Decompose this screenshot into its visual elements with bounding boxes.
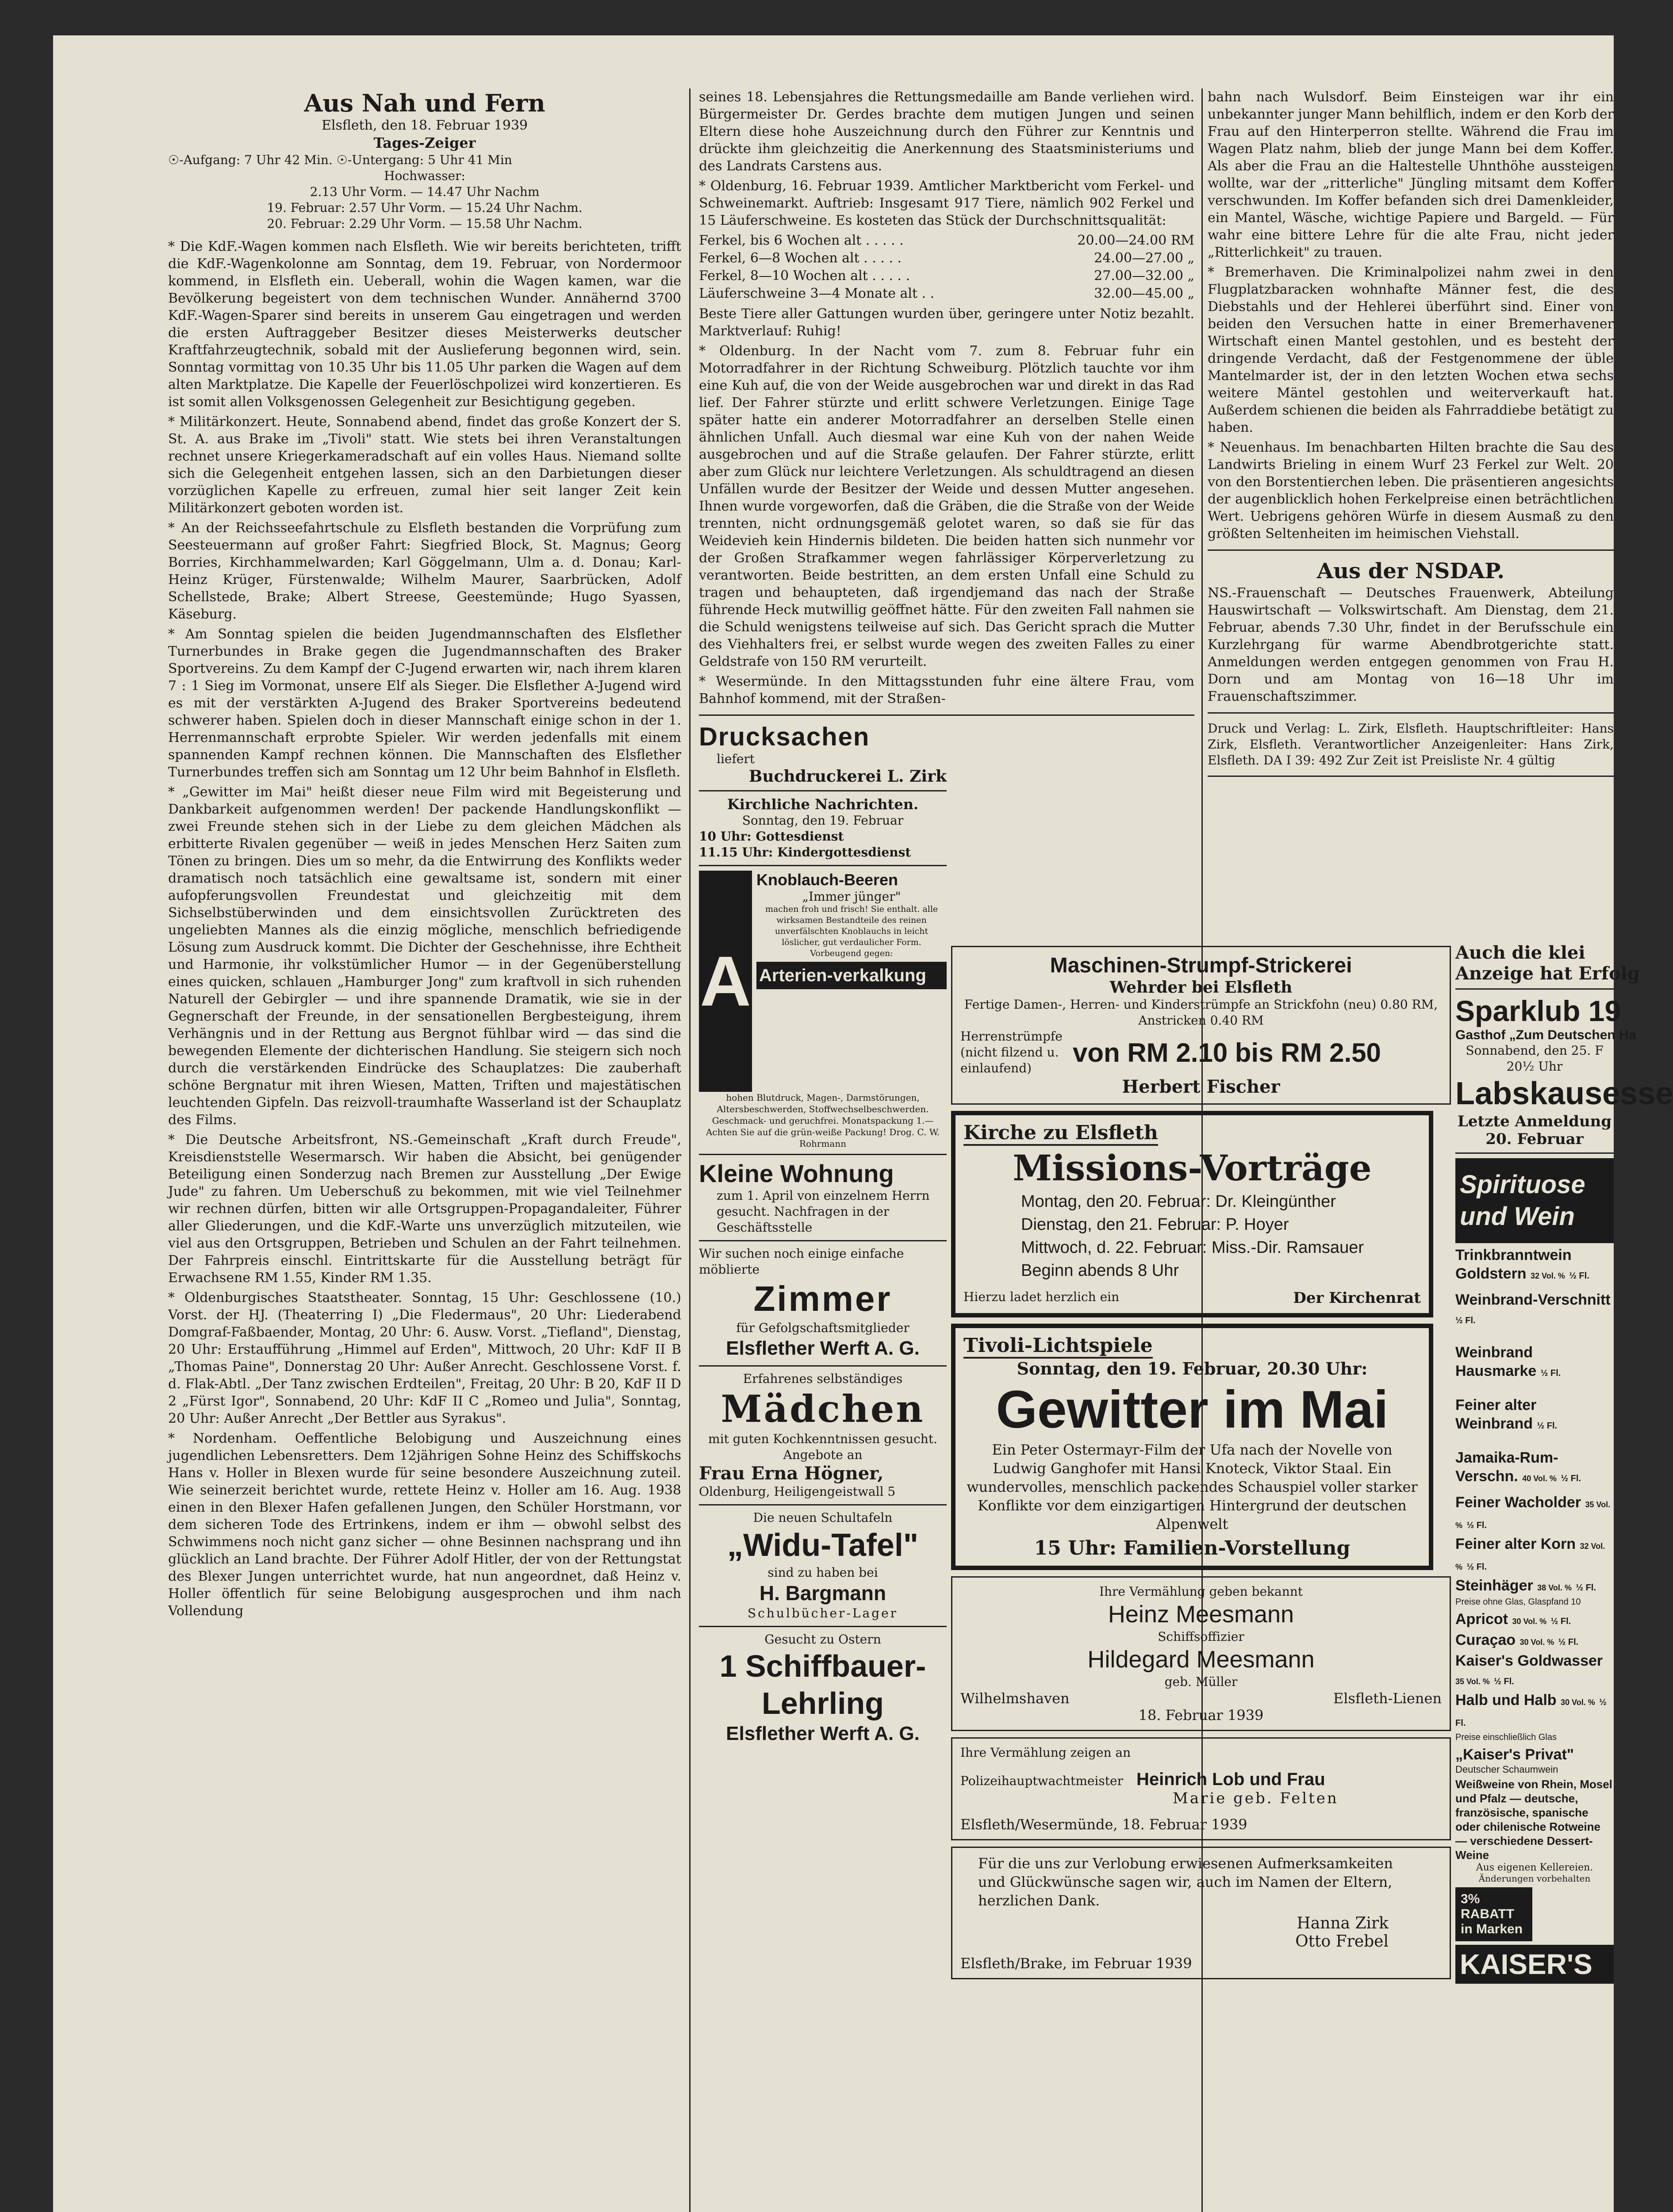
article-oldenburg-markt: * Oldenburg, 16. Februar 1939. Amtlicher Marktbericht vom Ferkel- und Schweinemarkt. Auftrieb: Insgesamt 917 Tiere, nämlich 902 Ferkel und 15 Läuferschweine. Es kosteten das Stück der Durchschnittsqualität: [699, 178, 1194, 228]
ad-widu-post: sind zu haben bei [767, 1565, 878, 1580]
tivoli-big: Gewitter im Mai [996, 1380, 1389, 1439]
ad-maedchen-pre: Erfahrenes selbständiges [743, 1371, 903, 1386]
knoblauch-big: Arterien-verkalkung [756, 962, 947, 989]
article-staatstheater: * Oldenburgisches Staatstheater. Sonntag, 15 Uhr: Geschlossene (10.) Vorst. der HJ. (Theaterring I) „Die Fledermaus", 20 Uhr: Liederabend Domgraf-Faßbaender, Montag, 20 Uhr: 6. Ausw. Vorst. „Tiefland", Dienstag, 20 Uhr: Erstaufführung „Himmel auf Erden", Mittwoch, 20 Uhr: KdF II B „Thomas Paine", Donnerstag 20 Uhr: Außer Anrecht. Geschlossene Vorst. f. d. Flak-Abtl. „Der Tanz zwischen Erdteilen", Freitag, 20 Uhr: B 20, KdF II D 2 „Fürst Igor", Sonnabend, 20 Uhr: KdF II C „Romeo und Julia", Sonntag, 20 Uhr: Außer Anrecht „Der Bettler aus Syrakus". [168, 1290, 681, 1426]
divider [1208, 549, 1614, 551]
verm-name1: Heinz Meesmann [1108, 1601, 1294, 1628]
thanks-text: Für die uns zur Verlobung erwiesenen Aufmerksamkeiten und Glückwünsche sagen wir, auch im Namen der Eltern, herzlichen Dank. [978, 1855, 1393, 1909]
ad-schiff-big: 1 Schiffbauer-Lehrling [719, 1649, 926, 1720]
ad-wohnung-title: Kleine Wohnung [699, 1160, 894, 1187]
ad-zimmer-big: Zimmer [753, 1279, 892, 1318]
ad-wohnung-text: zum 1. April von einzelnem Herrn gesucht. Nachfragen in der Geschäftsstelle [717, 1188, 930, 1235]
verm-geb: geb. Müller [1164, 1674, 1238, 1689]
sparklub-title: Sparklub 19 [1455, 995, 1621, 1027]
ad-maedchen-big: Mädchen [721, 1387, 925, 1431]
article-kdf-wagen: * Die KdF.-Wagen kommen nach Elsfleth. Wie wir bereits berichteten, trifft die KdF.-Wagenkolonne am Sonntag, dem 19. Februar, von Nordermoor kommend, in Elsfleth ein. Ueberall, wohin die Wagen kamen, war die Bevölkerung begeistert von dem technischen Wunder. Annähernd 3700 KdF.-Wagen-Sparer sind bereits in unserem Gau eingetragen und werden die ersten Auftraggeber Besitzer dieses Meisterwerks deutscher Kraftfahrzeugtechnik, sobald mit der Auslieferung begonnen wird, sein. Sonntag vormittag von 10.35 Uhr bis 11.05 Uhr parken die Wagen auf dem alten Marktplatze. Die Kapelle der Feuerlöschpolizei wird konzertieren. Es ist somit allen Volksgenossen Gelegenheit zur Besichtigung gegeben. [168, 239, 681, 410]
ad-maedchen-name: Frau Erna Högner, [699, 1463, 884, 1484]
ad-drucksachen-sub: liefert [717, 752, 755, 766]
knoblauch-text2: hohen Blutdruck, Magen-, Darmstörungen, Altersbeschwerden, Stoffwechselbeschwerden. Geschmack- und geruchfrei. Monatspackung 1.— Achten Sie auf die grün-weiße Packung! Drog. C. W. Rohrmann [706, 1092, 940, 1149]
imprint: Druck und Verlag: L. Zirk, Elsfleth. Hauptschriftleiter: Hans Zirk, Elsfleth. Verantwortlicher Anzeigenleiter: Hans Zirk, Elsfleth. DA I 39: 492 Zur Zeit ist Preisliste Nr. 4 gültig [1208, 721, 1614, 768]
kirche-big: Missions-Vorträge [1013, 1147, 1372, 1189]
ad-knoblauch [699, 871, 947, 1092]
ad-schiff-pre: Gesucht zu Ostern [764, 1632, 881, 1647]
wein-own: Aus eigenen Kellereien. [1476, 1862, 1593, 1873]
thanks-place: Elsfleth/Brake, im Februar 1939 [960, 1955, 1192, 1972]
hochwasser-line: 2.13 Uhr Vorm. — 14.47 Uhr Nachm [310, 184, 540, 199]
strickerei-price: von RM 2.10 bis RM 2.50 [1073, 1037, 1381, 1068]
ad-drucksachen-firm: Buchdruckerei L. Zirk [748, 767, 947, 786]
spir-name: Trinkbranntwein Goldstern [1455, 1247, 1572, 1282]
ad-maedchen-addr: Oldenburg, Heiligengeistwall 5 [699, 1484, 896, 1499]
strickerei-left: Herrenstrümpfe (nicht filzend u. einlaufend) [960, 1029, 1063, 1075]
price-row: Ferkel, 6—8 Wochen alt . . . . . 24.00—27.00 „ [699, 250, 1194, 266]
lob-title: Ihre Vermählung zeigen an [960, 1745, 1131, 1760]
article-seefahrtschule: * An der Reichsseefahrtschule zu Elsfleth bestanden die Vorprüfung zum Seesteuermann auf großer Fahrt: Siegfried Block, St. Magnus; Georg Borries, Kirchhammelwarden; Karl Göggelmann, Ulm a. d. Donau; Karl-Heinz Krüger, Fürstenwalde; Wilhelm Maurer, Saarbrücken, Adolf Schellstede, Brake; Albert Streese, Geestemünde; Hugo Syassen, Käseburg. [168, 520, 681, 622]
kirchliche-line: 11.15 Uhr: Kindergottesdienst [699, 845, 911, 860]
labskaus-line: Letzte Anmeldung [1457, 1113, 1612, 1130]
spirituosen-list: Trinkbranntwein Goldstern 32 Vol. % ½ Fl. Weinbrand-Verschnitt ½ Fl. Weinbrand Hausmarke ½ Fl. Feiner alter Weinbrand ½ Fl. Jamaika-Rum-Verschn. 40 Vol. % ½ Fl. Feiner Wacholder 35 Vol. % ½ Fl. Feiner alter Korn 32 Vol. % ½ Fl. Steinhäger 38 Vol. % ½ Fl. Preise ohne Glas, Glaspfand 10 Apricot 30 Vol. % ½ Fl. Curaçao 30 Vol. % ½ Fl. Kaiser's Goldwasser 35 Vol. % ½ Fl. Halb und Halb 30 Vol. % ½ Fl. Preise einschließlich Glas „Kaiser's Privat" Deutscher Schaumwein Weißweine von Rhein, Mosel und Pfalz — deutsche, französische, spanische oder chilenische Rotweine — verschiedene Dessert-Weine Aus eigenen Kellereien. Änderungen vorbehalten 3% RABATT in Marken KAISER'S [1455, 1246, 1614, 1984]
spir-name: Weinbrand-Verschnitt [1455, 1291, 1611, 1308]
hochwasser-line: 20. Februar: 2.29 Uhr Vorm. — 15.58 Uhr Nachm. [267, 216, 583, 231]
newspaper-page [53, 35, 1673, 2212]
kirche-title: Kirche zu Elsfleth [963, 1121, 1158, 1146]
article-continuation: seines 18. Lebensjahres die Rettungsmedaille am Bande verliehen wird. Bürgermeister Dr. Gerdes brachte dem mutigen Jungen und seinen Eltern diese hohe Auszeichnung durch den Führer zur Kenntnis und drückte ihm gleichzeitig die Anerkennung des Staatsministeriums und des Landrats Carstens aus. [699, 89, 1194, 174]
strickerei-owner: Herbert Fischer [1122, 1076, 1280, 1097]
article-gewitter-im-mai: * „Gewitter im Mai" heißt dieser neue Film wird mit Begeisterung und Dankbarkeit aufgenommen werden! Der packende Handlungskonflikt — zwei Freunde stehen sich in der Liebe zu dem gleichen Mädchen als erbitterte Rivalen gegenüber — weiß in jedes Menschen Herz Saiten zum Tönen zu bringen. Dies um so mehr, da die Entwirrung des Konflikts weder dramatisch noch tatsächlich eine gewaltsame ist, sondern mit einer aufopferungsvollen Freundestat und gleichzeitig mit dem Sichselbstüberwinden und dem einsichtsvollen Zurücktreten des ungeliebten Mannes als die einzig mögliche, menschlich befriedigende Lösung zum Ausdruck kommt. Die Dichter der Geschehnisse, ihre Echtheit und Harmonie, ihr volkstümlicher Humor — in der Gegenüberstellung eines quicken, schlauen „Hamburger Jong" zum kraftvoll in sich ruhenden Naturell der Gebirgler — und ihre spannende Dramatik, wie sie in der Gegnerschaft der Freunde, in der sensationellen Bergbesteigung, ihrem Verhängnis und in der Rettung aus Bergnot fühlbar wird — das sind die bewegenden Elemente der dichterischen Handlung. Sie steigern sich noch durch die verstärkenden Eindrücke des Schauplatzes: Die zauberhaft schöne Bergnatur mit ihren Wiesen, Matten, Triften und majestätischen leuchtenden Gipfeln. Das reizvoll-traumhafte Wasserland ist der Schauplatz des Films. [168, 784, 681, 1128]
divider [699, 714, 1194, 716]
tivoli-title: Tivoli-Lichtspiele [963, 1334, 1153, 1359]
kirche-line: Beginn abends 8 Uhr [1021, 1261, 1179, 1280]
divider [699, 865, 947, 866]
article-neuenhaus: * Neuenhaus. Im benachbarten Hilten brachte die Sau des Landwirts Brieling in einem Wurf 23 Ferkel zur Welt. 20 von den Borstentierchen leben. Die präsentieren angesichts der augenblicklich hohen Ferkelpreise einen beträchtlichen Wert. Uebrigens gehören Würfe in diesem Ausmaß zu den größten Seltenheiten im heimischen Viehstall. [1208, 440, 1614, 541]
ad-kleine-anzeige-sub: Anzeige hat Erfolg [1455, 963, 1640, 984]
verm-date: 18. Februar 1939 [1138, 1707, 1264, 1724]
spir-name: Feiner alter Korn [1455, 1536, 1576, 1552]
spir-name: Weinbrand Hausmarke [1455, 1344, 1537, 1379]
ad-drucksachen-title: Drucksachen [699, 722, 870, 751]
ad-widu-sub: Schulbücher-Lager [747, 1606, 898, 1621]
divider [699, 1365, 947, 1367]
divider [699, 1240, 947, 1241]
article-oldenburg-unfall: * Oldenburg. In der Nacht vom 7. zum 8. Februar fuhr ein Motorradfahrer in der Richtung Schweiburg. Plötzlich tauchte vor ihm eine Kuh auf, die von der Weide ausgebrochen war und direkt in das Rad lief. Der Fahrer stürzte und erlitt schwere Verletzungen. Einige Tage später hatte ein anderer Motorradfahrer an derselben Stelle einen ähnlichen Unfall. Auch diesmal war eine Kuh von der nahen Weide ausgebrochen und auf die Straße gelaufen. Der Fahrer stürzte, erlitt aber zum Glück nur leichtere Verletzungen. Als schuldtragend an diesen Unfällen wurde der Besitzer der Weide und dessen Mutter angesehen. Ihnen wurde vorgeworfen, daß die Gräben, die die Straße von der Weide trennten, nicht ordnungsgemäß gelotet waren, so daß sie für das Weidevieh kein Hindernis bildeten. Die beiden hatten sich nunmehr vor der Großen Strafkammer wegen fahrlässiger Körperverletzung zu verantworten. Beide bestritten, an dem ersten Unfall eine Schuld zu tragen und behaupteten, daß irgendjemand das nach der Straße führende Heck mutwillig geöffnet hätte. Für den zweiten Fall nahmen sie die Schuld wenigstens teilweise auf sich. Das Gericht sprach die Mutter des Viehhalters frei, er selbst wurde wegen des zweiten Falles zu einer Geldstrafe von 150 RM verurteilt. [699, 343, 1194, 669]
knoblauch-letter-a: A [699, 871, 752, 1092]
article-frauenschaft: NS.-Frauenschaft — Deutsches Frauenwerk, Abteilung Hauswirtschaft — Volkswirtschaft. Am Dienstag, dem 21. Februar, abends 7.30 Uhr, findet in der Berufsschule ein Kurzlehrgang für warme Abendbrotgerichte statt. Anmeldungen werden entgegen genommen von Frau H. Dorn und am Montag von 16—18 Uhr im Frauenschaftszimmer. [1208, 585, 1614, 704]
ad-zimmer-post: für Gefolgschaftsmitglieder [736, 1321, 909, 1335]
kirchliche-title: Kirchliche Nachrichten. [727, 796, 919, 813]
strickerei-name: Wehrder bei Elsfleth [1109, 978, 1293, 997]
kirche-invite: Hierzu ladet herzlich ein [963, 1290, 1120, 1304]
spirituosen-banner: Spirituose und Wein [1455, 1158, 1614, 1243]
article-nordenham: * Nordenham. Oeffentliche Belobigung und Auszeichnung eines jugendlichen Lebensretters. Dem 12jährigen Sohne Heinz des Schiffskochs Hans v. Holler in Blexen wurde für seine besondere Auszeichnung zuteil. Wie seinerzeit berichtet wurde, rettete Heinz v. Holler am 16. Aug. 1938 einen in den Blexer Hafen gefallenen Jungen, den Schüler Horstmann, vor dem sicheren Tode des Ertrinkens, indem er ihm — obwohl selbst des Schwimmens noch nicht ganz sicher — ohne Besinnen nachsprang und ihn glücklich an Land brachte. Der Führer Adolf Hitler, der von der Rettungstat des Blexer Jungen unterrichtet wurde, hat nun angeordnet, daß Heinz v. Holler öffentlich für seine Belobigung ausgesprochen und ihm nach Vollendung [168, 1431, 681, 1619]
kirchliche-date: Sonntag, den 19. Februar [742, 813, 904, 828]
ad-widu-pre: Die neuen Schultafeln [753, 1510, 893, 1525]
tageszeiger-title: Tages-Zeiger [373, 134, 476, 151]
spir-incl-note: Preise einschließlich Glas [1455, 1732, 1557, 1742]
spir-name: Feiner Wacholder [1455, 1494, 1581, 1511]
article-jugendmannschaften: * Am Sonntag spielen die beiden Jugendmannschaften des Elsflether Turnerbundes in Brake gegen die Jugendmannschaften des Braker Sportvereins. Zu dem Kampf der C-Jugend erwarten wir, nach ihrem klaren 7 : 1 Sieg im Vormonat, unsere Elf als Sieger. Die Elsflether A-Jugend wird es mit der verstärkten A-Jugend des Braker Sportvereins bedeutend schwerer haben. Spielen doch in dieser Mannschaft einige schon in der 1. Herrenmannschaft erprobte Spieler. Wir werden jedenfalls mit einem spannenden Kampf rechnen können. Die Mannschaften des Elsflether Turnerbundes treffen sich am Sonntag um 12 Uhr beim Bahnhof in Elsfleth. [168, 626, 681, 780]
hochwasser-line: 19. Februar: 2.57 Uhr Vorm. — 15.24 Uhr Nachm. [267, 200, 583, 215]
spir-name: Kaiser's Goldwasser [1455, 1652, 1603, 1669]
ad-maedchen-post: mit guten Kochkenntnissen gesucht. Angebote an [708, 1432, 937, 1462]
privat-name: „Kaiser's Privat" [1455, 1746, 1574, 1763]
column-divider [689, 88, 691, 2212]
tivoli-family: 15 Uhr: Familien-Vorstellung [1034, 1537, 1351, 1559]
thanks-name: Hanna Zirk [1297, 1914, 1389, 1932]
tivoli-date: Sonntag, den 19. Februar, 20.30 Uhr: [1017, 1359, 1368, 1379]
wein-text: Weißweine von Rhein, Mosel und Pfalz — deutsche, französische, spanische oder chilenische Rotweine — verschiedene Dessert-Weine [1455, 1778, 1612, 1862]
kirche-line: Dienstag, den 21. Februar: P. Hoyer [1021, 1215, 1289, 1234]
thanks-name: Otto Frebel [1295, 1932, 1389, 1951]
sparklub-time: 20½ Uhr [1506, 1059, 1563, 1074]
tivoli-text: Ein Peter Ostermayr-Film der Ufa nach der Novelle von Ludwig Ganghofer mit Hansi Knoteck, Viktor Staal. Ein wundervolles, menschlich packendes Schauspiel voller starker Konflikte vor dem einzigartigen Hintergrund der deutschen Alpenwelt [967, 1441, 1418, 1532]
divider [699, 790, 947, 791]
article-wesermuende-cont: bahn nach Wulsdorf. Beim Einsteigen war ihr ein unbekannter junger Mann behilflich, indem er den Korb der Frau auf den Hinterperron stellte. Während die Frau im Wagen Platz nahm, blieb der junge Mann bei dem Koffer. Als aber die Frau an die Haltestelle Uhnthöhe aussteigen wollte, war der „ritterliche" Jüngling mitsamt dem Koffer verschwunden. Im Koffer befanden sich drei Damenkleider, ein Mantel, Wäsche, wichtige Papiere und Bargeld. — Für wahr eine bittere Lehre für die alte Frau, nicht jeder „Ritterlichkeit" zu trauen. [1208, 89, 1614, 260]
section-heading: Aus Nah und Fern [304, 89, 545, 117]
price-table [699, 232, 1194, 303]
ad-zimmer-firm: Elsflether Werft A. G. [726, 1337, 920, 1359]
price-row: Ferkel, bis 6 Wochen alt . . . . . 20.00—24.00 RM [699, 233, 1194, 248]
knoblauch-sub: „Immer jünger" [802, 889, 901, 904]
verm-role: Schiffsoffizier [1158, 1629, 1244, 1644]
article-wesermuende: * Wesermünde. In den Mittagsstunden fuhr eine ältere Frau, vom Bahnhof kommend, mit der Straßen- [699, 674, 1194, 707]
strickerei-title: Maschinen-Strumpf-Strickerei [1050, 954, 1352, 977]
strickerei-text: Fertige Damen-, Herren- und Kinderstrümpfe an Strickfohn (neu) 0.80 RM, Anstricken 0.40 RM [964, 997, 1438, 1028]
labskaus-title: Labskausesse [1455, 1076, 1673, 1111]
sun-times: ☉-Aufgang: 7 Uhr 42 Min. ☉-Untergang: 5 Uhr 41 Min [168, 153, 512, 167]
knoblauch-title: Knoblauch-Beeren [756, 871, 898, 889]
rabatt-badge: 3% RABATT in Marken [1455, 1887, 1532, 1941]
article-bremerhaven: * Bremerhaven. Die Kriminalpolizei nahm zwei in den Flugplatzbaracken wohnhafte Männer fest, die des Diebstahls und der Hehlerei überführt sind. Einer von beiden den Versuchen hatte in einer Bremerhavener Wirtschaft einen Mantel gestohlen, und es besteht der dringende Verdacht, daß der Festgenommene der üble Mantelmarder ist, der in den letzten Wochen etwa sechs weitere Mäntel gestohlen und weiterverkauft hat. Außerdem schienen die beiden als Fahrraddiebe betätigt zu haben. [1208, 265, 1614, 435]
verm-name2: Hildegard Meesmann [1087, 1646, 1315, 1673]
ad-widu-name: H. Bargmann [759, 1582, 886, 1605]
kirchliche-line: 10 Uhr: Gottesdienst [699, 829, 844, 844]
right-ads [1455, 942, 1673, 2212]
divider [699, 1504, 947, 1505]
knoblauch-text: machen froh und frisch! Sie enthalt. alle wirksamen Bestandteile des reinen unverfälschten Knoblauchs in leicht löslicher, gut verdaulicher Form. Vorbeugend gegen: [765, 904, 938, 958]
ad-zimmer-pre: Wir suchen noch einige einfache möblierte [699, 1246, 904, 1277]
wein-change: Änderungen vorbehalten [1478, 1873, 1591, 1884]
divider [699, 1154, 947, 1155]
divider [1208, 712, 1614, 714]
sparklub-sub: Gasthof „Zum Deutschen Ha [1455, 1028, 1636, 1042]
ad-kleine-anzeige-title: Auch die klei [1455, 942, 1585, 963]
kirche-sign: Der Kirchenrat [1293, 1289, 1421, 1307]
ad-widu-big: „Widu-Tafel" [727, 1528, 919, 1563]
hochwasser-title: Hochwasser: [384, 169, 465, 183]
price-row: Läuferschweine 3—4 Monate alt . . 32.00—45.00 „ [699, 286, 1194, 301]
market-note: Beste Tiere aller Gattungen wurden über, geringere unter Notiz bezahlt. Marktverlauf: Ruhig! [699, 306, 1194, 339]
divider [1455, 988, 1614, 990]
lob-geb: Marie geb. Felten [1173, 1790, 1339, 1807]
spir-name: Jamaika-Rum-Verschn. [1455, 1449, 1558, 1485]
privat-sub: Deutscher Schaumwein [1455, 1764, 1558, 1775]
article-arbeitsfront: * Die Deutsche Arbeitsfront, NS.-Gemeinschaft „Kraft durch Freude", Kreisdienststelle Wesermarsch. Wir haben die Absicht, bei genügender Beteiligung einen Sonderzug nach Bremen zur Ausstellung „Der Ewige Jude" zu fahren. Um Ueberschuß zu bekommen, mit wie viel Teilnehmer wir rechnen dürfen, bitten wir alle Ortsgruppen-Propagandaleiter, Führer aller Gliederungen, und die KdF.-Warte uns unverzüglich mitzuteilen, wie viel aus den Ortsgruppen, Betrieben und Schulen an der Fahrt teilnehmen. Der Fahrpreis einschl. Eintrittskarte für die Ausstellung beträgt für Erwachsene RM 1.55, Kinder RM 1.35. [168, 1132, 681, 1286]
sparklub-date: Sonnabend, den 25. F [1466, 1043, 1604, 1058]
labskaus-line: 20. Februar [1485, 1130, 1584, 1148]
lob-place: Elsfleth/Wesermünde, 18. Februar 1939 [960, 1816, 1247, 1833]
spir-name: Apricot [1455, 1611, 1508, 1628]
column-local-news [168, 88, 681, 2212]
divider [1208, 776, 1614, 777]
dateline: Elsfleth, den 18. Februar 1939 [321, 118, 528, 133]
divider [1455, 1152, 1614, 1154]
kirche-line: Mittwoch, d. 22. Februar: Miss.-Dir. Ramsauer [1021, 1238, 1364, 1257]
spir-glas-note: Preise ohne Glas, Glaspfand 10 [1455, 1597, 1581, 1607]
lob-role: Polizeihauptwachtmeister [960, 1774, 1123, 1788]
ad-schiff-firm: Elsflether Werft A. G. [726, 1723, 920, 1744]
spir-name: Feiner alter Weinbrand [1455, 1397, 1537, 1432]
nsdap-heading: Aus der NSDAP. [1316, 559, 1505, 584]
kirche-line: Montag, den 20. Februar: Dr. Kleingünther [1021, 1192, 1336, 1211]
kaisers-logo: KAISER'S [1455, 1945, 1614, 1984]
verm-left: Wilhelmshaven [960, 1690, 1070, 1707]
verm-title: Ihre Vermählung geben bekannt [1099, 1584, 1303, 1599]
price-row: Ferkel, 8—10 Wochen alt . . . . . 27.00—32.00 „ [699, 268, 1194, 284]
spir-name: Halb und Halb [1455, 1692, 1557, 1709]
spir-name: Steinhäger [1455, 1577, 1533, 1594]
verm-right: Elsfleth-Lienen [1333, 1690, 1442, 1707]
divider [699, 1626, 947, 1627]
spir-name: Curaçao [1455, 1632, 1516, 1648]
lob-name: Heinrich Lob und Frau [1136, 1770, 1325, 1789]
article-militaerkonzert: * Militärkonzert. Heute, Sonnabend abend, findet das große Konzert der S. St. A. aus Brake im „Tivoli" statt. Wie stets bei ihren Veranstaltungen rechnet unsere Kriegerkameradschaft auf ein volles Haus. Niemand sollte sich die Gelegenheit entgehen lassen, sich an den Darbietungen dieser vorzüglichen Kapelle zu erfreuen, zumal hier seit langer Zeit kein Militärkonzert geboten worden ist. [168, 414, 681, 516]
small-ads-column [699, 723, 947, 1746]
